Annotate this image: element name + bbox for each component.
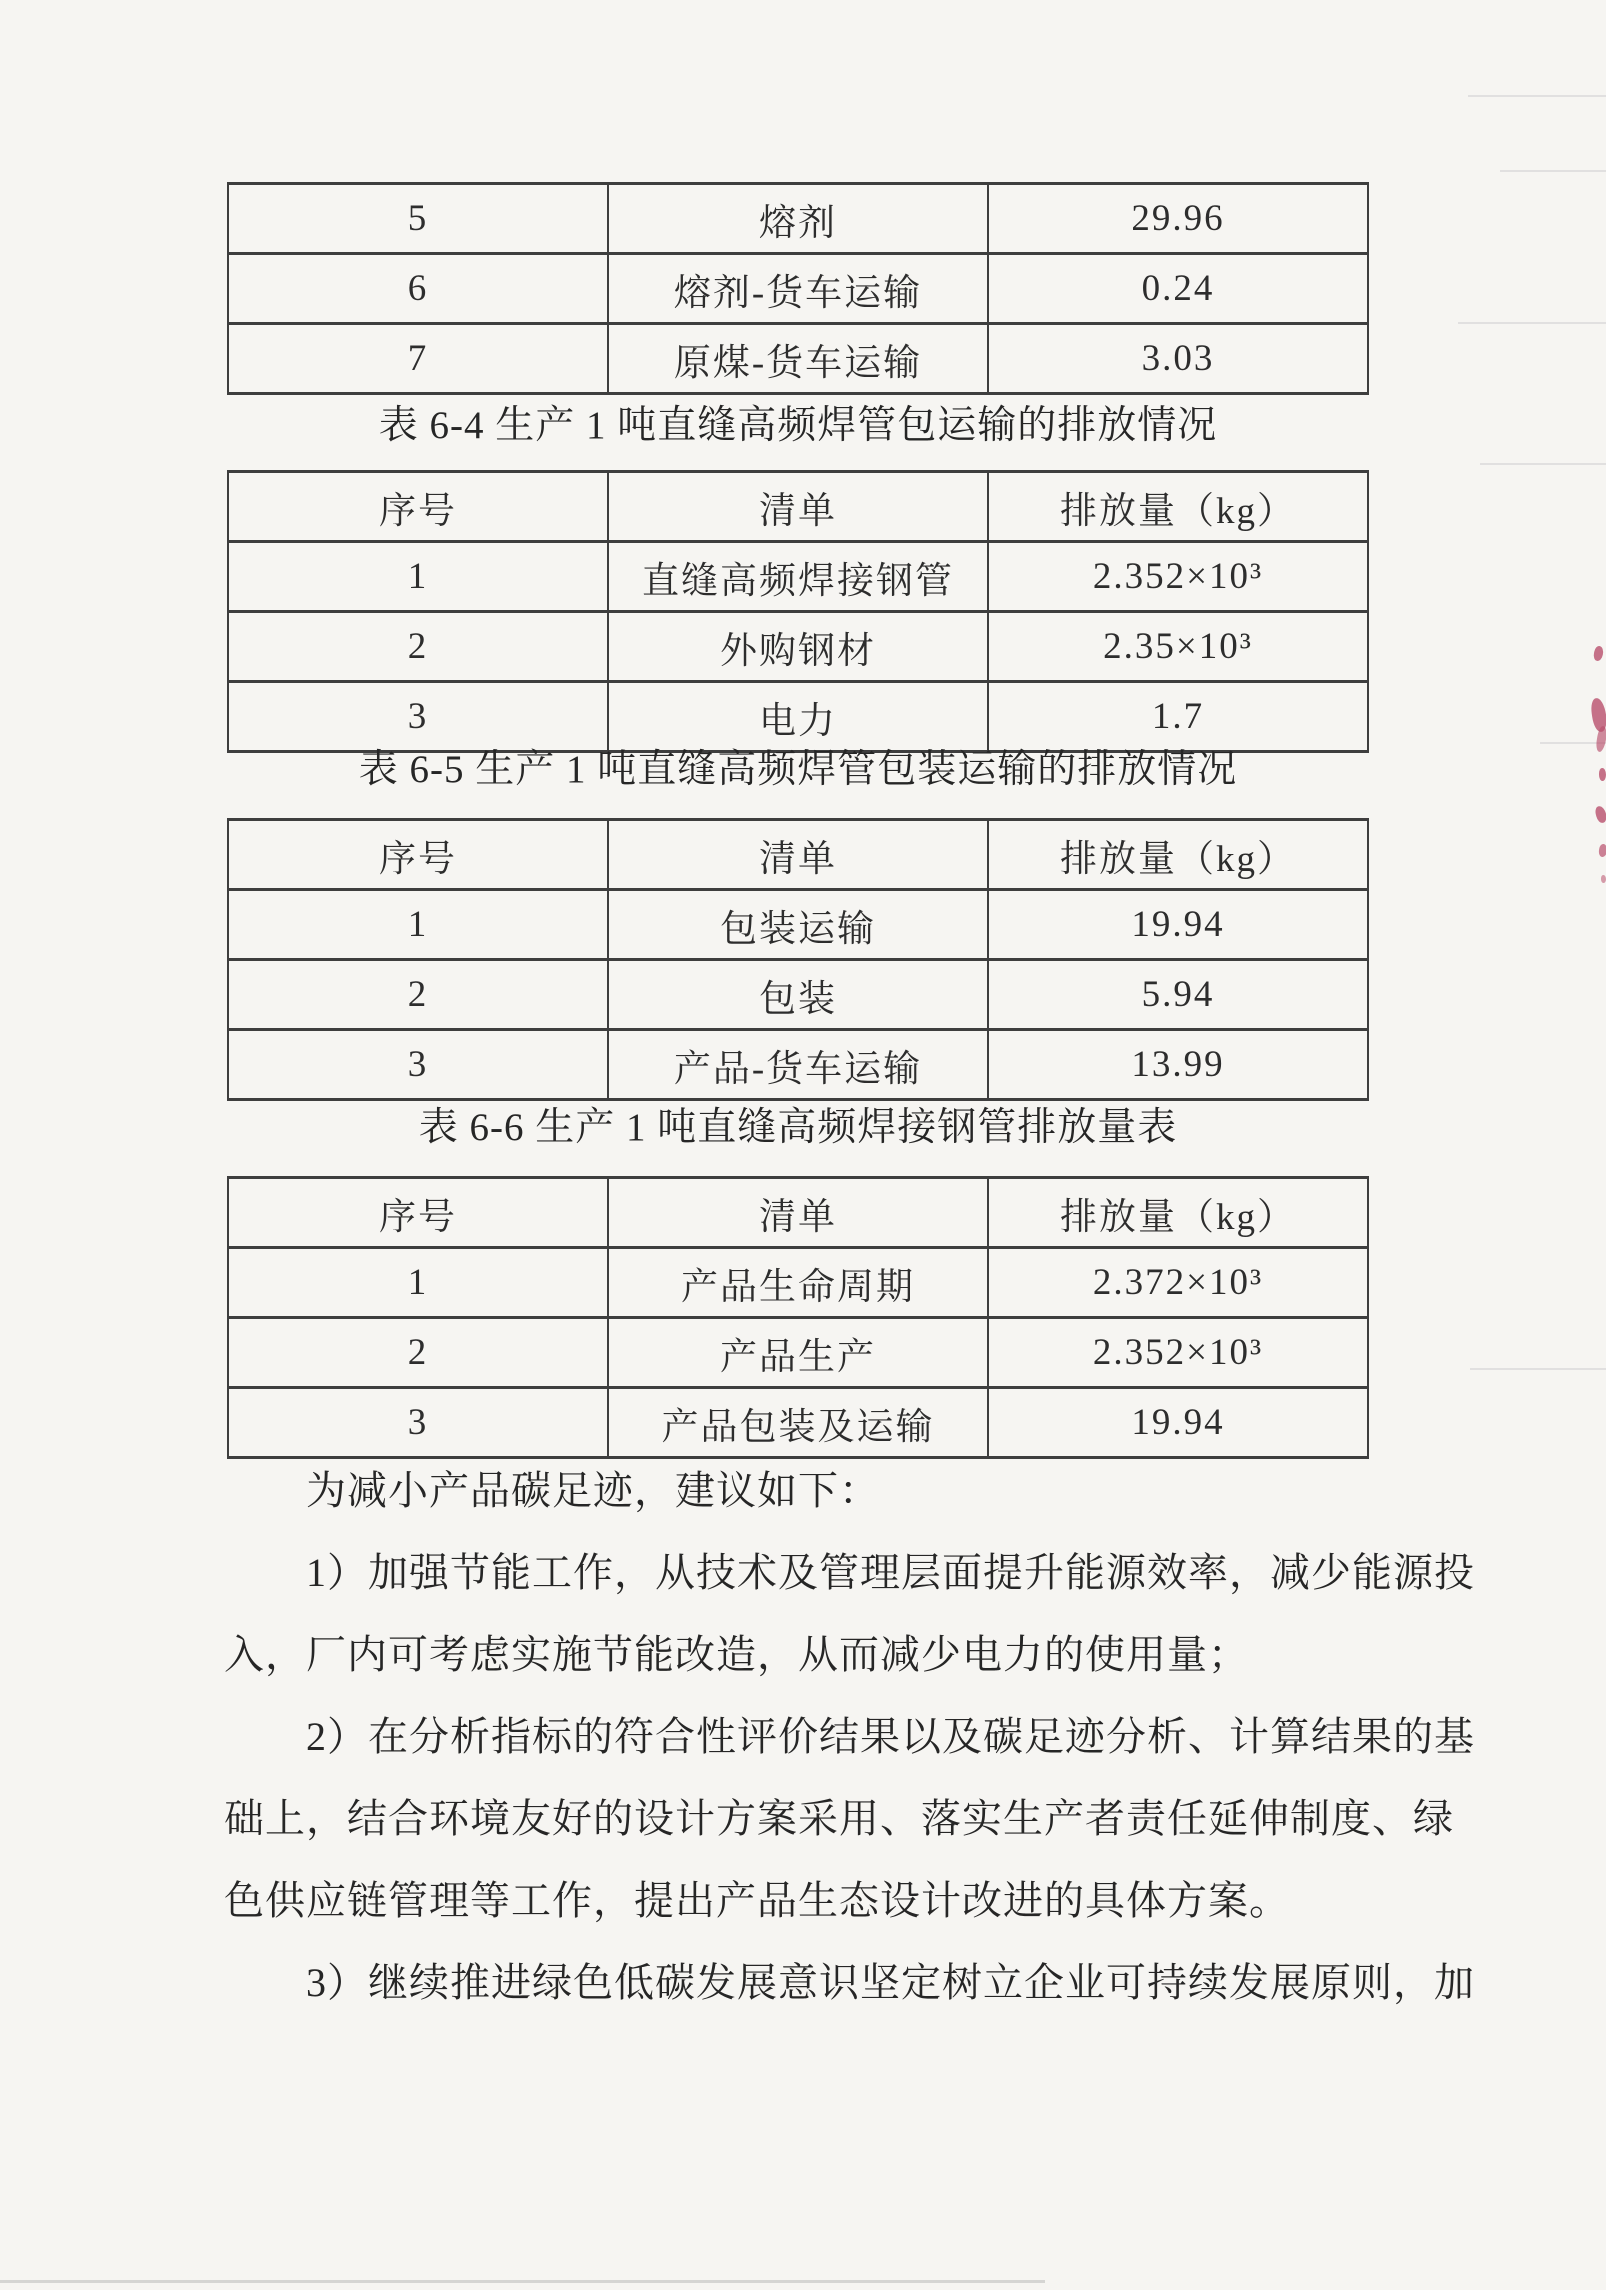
item-cell: 包装 [608,960,988,1030]
value-cell: 13.99 [988,1030,1368,1100]
red-ink-mark [1599,768,1606,781]
table-row [228,612,1368,682]
value-header-cell: 排放量（kg） [988,1178,1368,1248]
item-cell: 熔剂-货车运输 [608,254,988,324]
value-header-cell: 排放量（kg） [988,472,1368,542]
table-row [228,682,1368,752]
red-ink-mark [1593,645,1605,662]
table-row [228,890,1368,960]
table-header-row [228,1178,1368,1248]
table-6-4 [227,470,1369,753]
table-header-row [228,820,1368,890]
table-6-5 [227,818,1369,1101]
item-cell: 原煤-货车运输 [608,324,988,394]
serial-cell: 3 [228,1388,608,1458]
item-cell: 外购钢材 [608,612,988,682]
serial-cell: 1 [228,890,608,960]
table-6-5-caption: 表 6-5 生产 1 吨直缝高频焊管包装运输的排放情况 [358,748,1238,791]
value-cell: 5.94 [988,960,1368,1030]
red-ink-mark [1598,844,1606,858]
value-cell: 2.35×10³ [988,612,1368,682]
red-ink-mark [1601,875,1606,883]
paragraph-line: 色供应链管理等工作，提出产品生态设计改进的具体方案。 [224,1878,1290,1923]
item-cell: 产品包装及运输 [608,1388,988,1458]
table-row [228,184,1368,254]
paragraph-line: 础上，结合环境友好的设计方案采用、落实生产者责任延伸制度、绿 [224,1796,1454,1841]
table-row [228,960,1368,1030]
red-ink-mark [1594,805,1606,824]
table-6-4-caption: 表 6-4 生产 1 吨直缝高频焊管包运输的排放情况 [378,404,1218,447]
serial-header-cell: 序号 [228,1178,608,1248]
value-header-cell: 排放量（kg） [988,820,1368,890]
item-header-cell: 清单 [608,820,988,890]
value-cell: 2.352×10³ [988,542,1368,612]
scan-streak [1468,95,1606,97]
serial-cell: 1 [228,542,608,612]
table-row [228,324,1368,394]
body-text [224,1450,1475,2024]
table-partial-continuation [227,182,1369,395]
value-cell: 2.372×10³ [988,1248,1368,1318]
item-header-cell: 清单 [608,1178,988,1248]
table-6-6-caption: 表 6-6 生产 1 吨直缝高频焊接钢管排放量表 [418,1106,1178,1149]
scan-streak-bottom [0,2280,1045,2283]
serial-cell: 1 [228,1248,608,1318]
value-cell: 19.94 [988,890,1368,960]
value-cell: 19.94 [988,1388,1368,1458]
item-cell: 电力 [608,682,988,752]
value-cell: 29.96 [988,184,1368,254]
item-cell: 包装运输 [608,890,988,960]
serial-cell: 6 [228,254,608,324]
value-cell: 2.352×10³ [988,1318,1368,1388]
scan-streak [1458,322,1606,324]
item-cell: 产品-货车运输 [608,1030,988,1100]
paragraph-line: 3）继续推进绿色低碳发展意识坚定树立企业可持续发展原则，加 [306,1960,1475,2005]
serial-cell: 5 [228,184,608,254]
table-row [228,542,1368,612]
value-cell: 1.7 [988,682,1368,752]
item-cell: 熔剂 [608,184,988,254]
serial-header-cell: 序号 [228,472,608,542]
item-header-cell: 清单 [608,472,988,542]
item-cell: 产品生命周期 [608,1248,988,1318]
scan-streak [1470,1368,1606,1370]
table-row [228,1248,1368,1318]
scan-streak [1480,463,1606,465]
table-6-6 [227,1176,1369,1459]
serial-cell: 3 [228,682,608,752]
paragraph-line: 为减小产品碳足迹，建议如下： [306,1468,880,1513]
table-row [228,254,1368,324]
serial-cell: 7 [228,324,608,394]
serial-cell: 2 [228,1318,608,1388]
paragraph-line: 1）加强节能工作，从技术及管理层面提升能源效率，减少能源投 [306,1550,1475,1595]
table-row [228,1318,1368,1388]
serial-header-cell: 序号 [228,820,608,890]
scan-streak [1500,170,1606,172]
table-header-row [228,472,1368,542]
serial-cell: 2 [228,960,608,1030]
paragraph-line: 2）在分析指标的符合性评价结果以及碳足迹分析、计算结果的基 [306,1714,1475,1759]
serial-cell: 3 [228,1030,608,1100]
table-row [228,1030,1368,1100]
value-cell: 3.03 [988,324,1368,394]
table-row [228,1388,1368,1458]
item-cell: 产品生产 [608,1318,988,1388]
serial-cell: 2 [228,612,608,682]
item-cell: 直缝高频焊接钢管 [608,542,988,612]
paragraph-line: 入，厂内可考虑实施节能改造，从而减少电力的使用量； [224,1632,1249,1677]
value-cell: 0.24 [988,254,1368,324]
